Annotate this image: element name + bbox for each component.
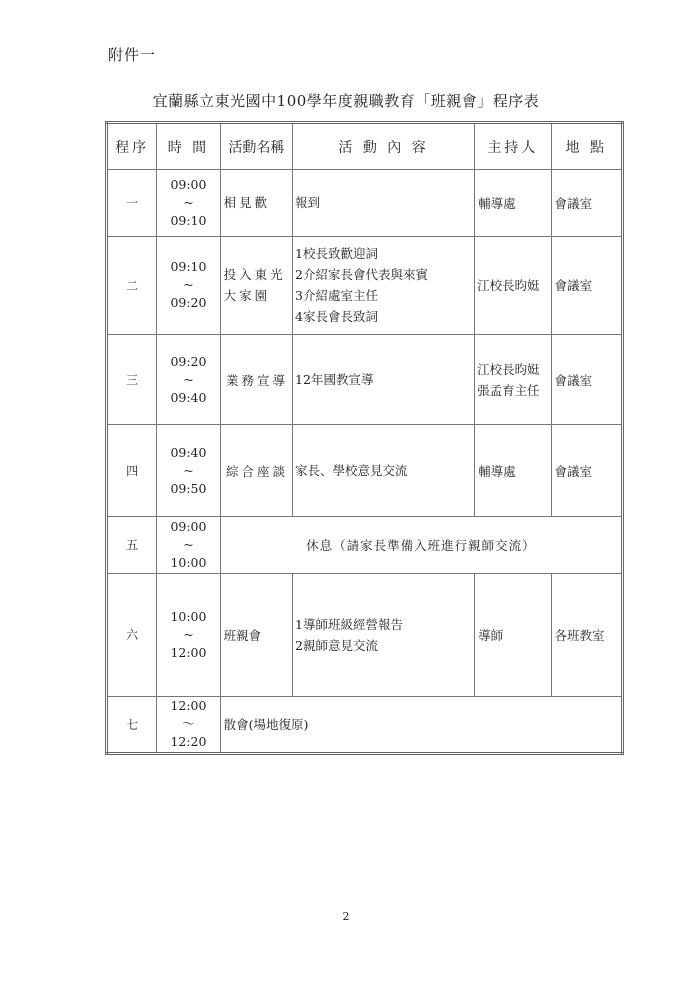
activity-line: 投入東光	[223, 267, 286, 283]
table-row	[107, 574, 623, 697]
location-cell: 各班教室	[551, 574, 622, 697]
location-cell: 會議室	[551, 170, 622, 236]
content-line: 報到	[295, 195, 321, 211]
table-row	[107, 236, 623, 334]
attachment-label: 附件一	[108, 46, 157, 64]
time-cell	[157, 516, 220, 573]
activity-cell: 相見歡	[220, 170, 292, 236]
content-line: 12年國教宣導	[295, 372, 374, 388]
time-cell	[157, 425, 220, 516]
time-cell	[157, 696, 220, 753]
page-number: 2	[342, 910, 350, 923]
activity-cell: 綜合座談	[220, 425, 292, 516]
content-line: 1校長致歡迎詞	[295, 246, 379, 262]
header-location: 地 點	[551, 123, 622, 170]
time-cell	[157, 170, 220, 236]
time-end: 12:20	[170, 734, 207, 750]
seq-cell: 二	[107, 236, 157, 334]
host-cell: 輔導處	[475, 170, 551, 236]
seq-cell: 一	[107, 170, 157, 236]
content-cell	[293, 574, 475, 697]
activity-cell	[220, 236, 292, 334]
time-sep: ~	[183, 462, 194, 478]
time-start: 10:00	[170, 608, 207, 624]
seq-cell: 七	[107, 696, 157, 753]
content-line: 2介紹家長會代表與來賓	[295, 267, 429, 283]
header-time: 時 間	[157, 123, 220, 170]
time-end: 10:00	[170, 554, 207, 570]
location-cell: 會議室	[551, 236, 622, 334]
content-cell	[293, 170, 475, 236]
host-line: 江校長昀娗	[477, 361, 540, 377]
host-cell: 輔導處	[475, 425, 551, 516]
time-cell	[157, 334, 220, 424]
closing-cell: 散會(場地復原)	[220, 696, 622, 753]
activity-line: 大家園	[223, 288, 271, 304]
seq-cell: 四	[107, 425, 157, 516]
location-cell: 會議室	[551, 425, 622, 516]
time-end: 09:10	[170, 212, 207, 228]
time-end: 09:40	[170, 389, 207, 405]
time-start: 12:00	[170, 698, 207, 714]
table-row	[107, 696, 623, 753]
time-sep: ~	[183, 626, 194, 642]
header-host: 主持人	[475, 123, 551, 170]
table-row	[107, 516, 623, 573]
time-end: 12:00	[170, 644, 207, 660]
table-row	[107, 170, 623, 236]
seq-cell: 三	[107, 334, 157, 424]
time-end: 09:20	[170, 295, 207, 311]
host-cell	[475, 334, 551, 424]
time-end: 09:50	[170, 480, 207, 496]
header-row	[107, 123, 623, 170]
activity-cell: 班親會	[220, 574, 292, 697]
table-row	[107, 425, 623, 516]
header-seq: 程序	[107, 123, 157, 170]
time-start: 09:20	[170, 353, 207, 369]
content-line: 1導師班級經營報告	[295, 616, 404, 632]
time-start: 09:00	[170, 518, 207, 534]
seq-cell: 六	[107, 574, 157, 697]
host-cell: 導師	[475, 574, 551, 697]
content-cell	[293, 334, 475, 424]
rest-cell: 休息（請家長準備入班進行親師交流）	[220, 516, 622, 573]
time-cell	[157, 574, 220, 697]
seq-cell: 五	[107, 516, 157, 573]
location-cell: 會議室	[551, 334, 622, 424]
page-title: 宜蘭縣立東光國中100學年度親職教育「班親會」程序表	[152, 92, 540, 110]
content-line: 2親師意見交流	[295, 637, 379, 653]
host-cell: 江校長昀娗	[475, 236, 551, 334]
time-sep: ~	[183, 536, 194, 552]
content-cell	[293, 425, 475, 516]
time-start: 09:10	[170, 259, 207, 275]
table-row	[107, 334, 623, 424]
content-line: 3介紹處室主任	[295, 288, 379, 304]
content-line: 家長、學校意見交流	[295, 463, 408, 479]
host-line: 張孟育主任	[477, 382, 540, 398]
content-cell	[293, 236, 475, 334]
time-sep: ～	[182, 716, 195, 732]
time-cell	[157, 236, 220, 334]
activity-cell: 業務宣導	[220, 334, 292, 424]
header-content: 活 動 內 容	[293, 123, 475, 170]
content-line: 4家長會長致詞	[295, 309, 379, 325]
schedule-table	[105, 121, 624, 755]
time-sep: ~	[183, 277, 194, 293]
time-start: 09:00	[170, 176, 207, 192]
header-activity: 活動名稱	[220, 123, 292, 170]
time-sep: ~	[183, 194, 194, 210]
time-sep: ~	[183, 371, 194, 387]
time-start: 09:40	[170, 444, 207, 460]
